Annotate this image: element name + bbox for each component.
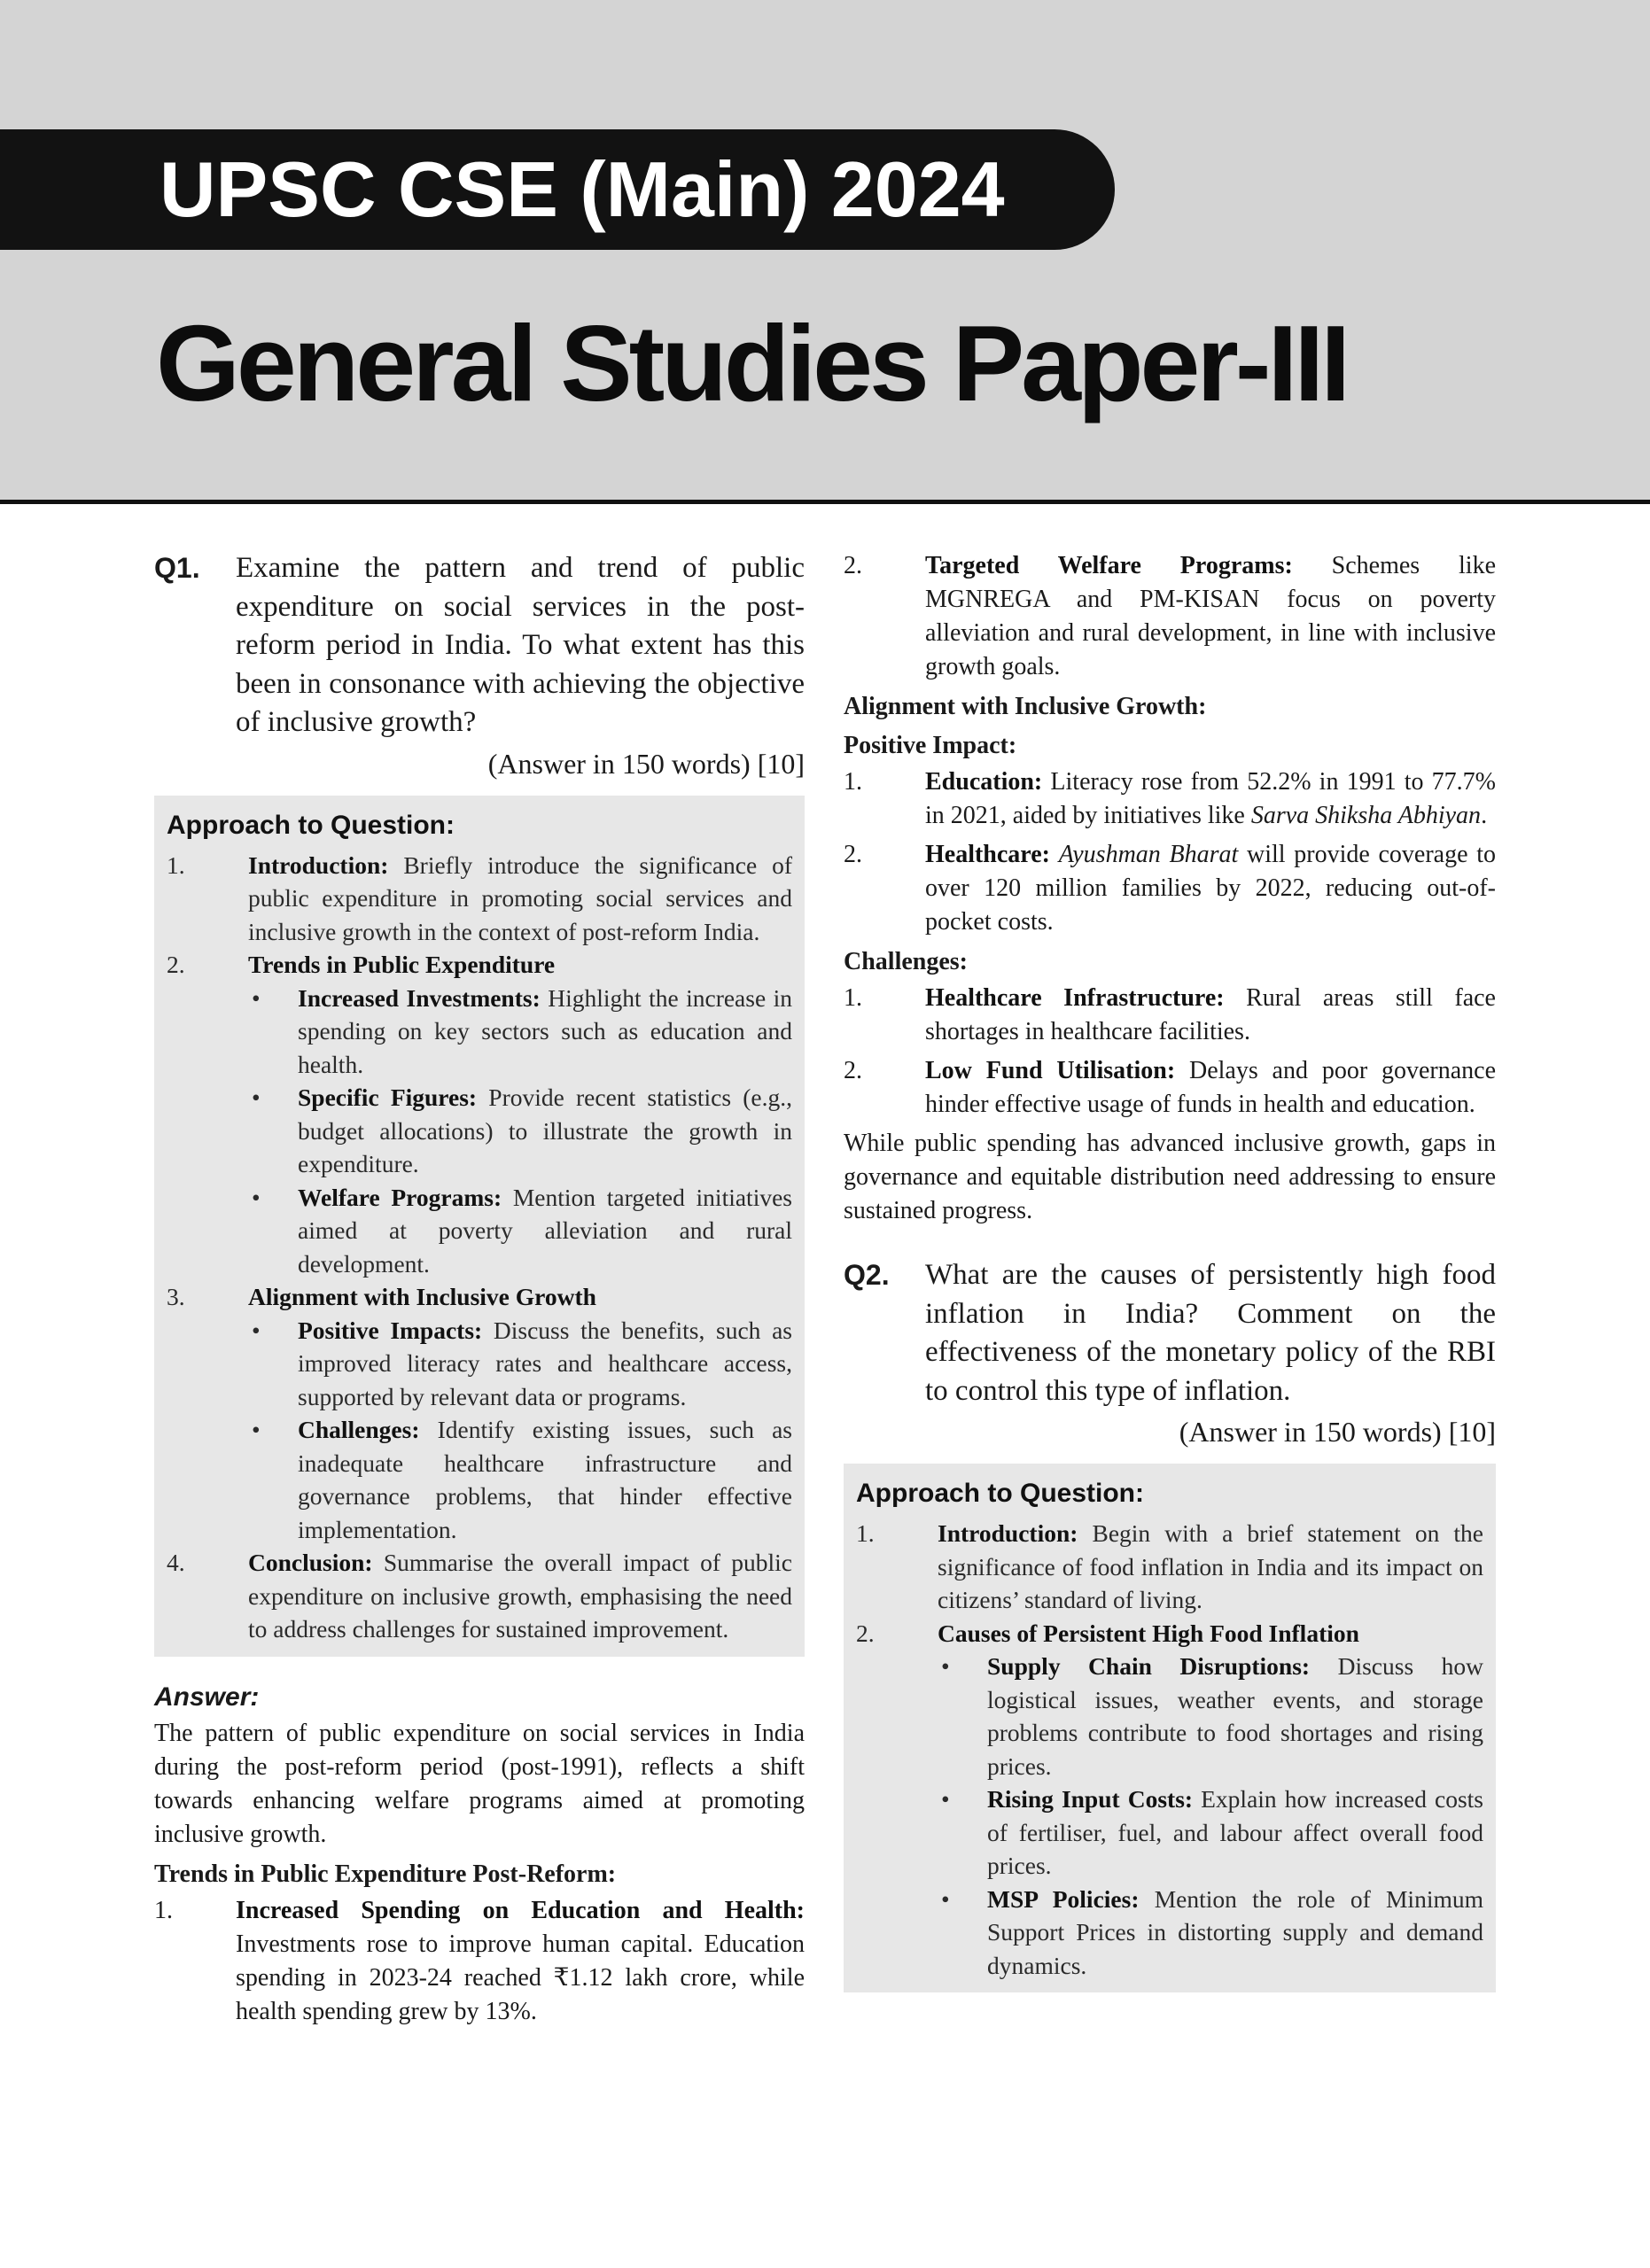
left-column: [154, 549, 805, 2034]
marks-note: (Answer in 150 words) [10]: [487, 747, 805, 780]
item-number: 2.: [844, 552, 862, 579]
bullet-icon: •: [252, 1416, 261, 1443]
bullet-body: [298, 1314, 792, 1414]
answer-intro: The pattern of public expenditure on social services in India during the post-reform period (post-1991), reflects a shift towards enhancing welfare programs aimed at promoting inclusive growth.: [154, 1719, 805, 1848]
question-text: Examine the pattern and trend of public expenditure on social services in the post-reform period in India. To what extent has this been in consonance with achieving the objective of inclusive growth?: [236, 552, 805, 738]
bullet-icon: •: [941, 1884, 950, 1913]
bullet-icon: •: [252, 1316, 261, 1344]
item-head: Healthcare:: [925, 841, 1050, 868]
item-head: Increased Spending on Education and Health:: [236, 1896, 805, 1924]
question-2: [844, 1256, 1496, 1410]
question-1: [154, 549, 805, 742]
bullet-body: [298, 1181, 792, 1281]
approach-title: Approach to Question:: [167, 810, 455, 840]
item-body: [248, 849, 792, 949]
answer-item: [844, 838, 1496, 939]
bullet-body: [298, 1081, 792, 1181]
bullet-body: [987, 1883, 1483, 1983]
item-text: will provide coverage to over 120 million families by 2022, reducing out-of-pocket costs.: [925, 841, 1496, 936]
bullet-text: Discuss how logistical issues, weather events, and storage problems contribute to food shortages and rising prices.: [987, 1652, 1484, 1780]
item-number: 1.: [844, 768, 862, 796]
answer-item: [844, 549, 1496, 684]
right-column: [844, 549, 1496, 2014]
question-number: Q1.: [154, 552, 200, 584]
item-number: 3.: [167, 1283, 185, 1310]
item-body: [938, 1617, 1483, 1983]
bullet-head: Challenges:: [298, 1416, 420, 1443]
approach-title: Approach to Question:: [856, 1479, 1144, 1508]
item-head: Education:: [925, 768, 1043, 796]
item-number: 2.: [844, 1057, 862, 1084]
question-number: Q2.: [844, 1259, 890, 1291]
approach-box: [154, 796, 805, 1657]
item-head: Introduction:: [248, 850, 389, 879]
marks-note: (Answer in 150 words) [10]: [1179, 1416, 1496, 1448]
approach-item: [167, 948, 792, 1280]
item-head: Alignment with Inclusive Growth: [248, 1283, 596, 1310]
item-body: [236, 1894, 805, 2029]
item-number: 4.: [167, 1549, 185, 1576]
item-body: [925, 982, 1496, 1049]
approach-item: [856, 1617, 1483, 1983]
bullet-text: Mention targeted initiatives aimed at poverty alleviation and rural development.: [298, 1183, 792, 1278]
paper-title: General Studies Paper-III: [156, 303, 1348, 423]
answer-item: [844, 982, 1496, 1049]
item-head: Introduction:: [938, 1519, 1078, 1547]
bullet-head: Welfare Programs:: [298, 1183, 502, 1211]
bullet-text: Provide recent statistics (e.g., budget allocations) to illustrate the growth in expenditure.: [298, 1084, 793, 1177]
bullet-icon: •: [941, 1785, 950, 1813]
item-body: [925, 765, 1496, 833]
bullet-text: Identify existing issues, such as inadequate healthcare infrastructure and governance problems, that hinder effective implementation.: [298, 1416, 792, 1543]
item-text: Begin with a brief statement on the significance of food inflation in India and its impact on citizens’ standard of living.: [938, 1519, 1483, 1613]
answer-item: [844, 765, 1496, 833]
exam-banner: [0, 129, 1115, 250]
bullet-text: Mention the role of Minimum Support Prices in distorting supply and demand dynamics.: [987, 1884, 1483, 1979]
bullet-head: Specific Figures:: [298, 1084, 478, 1111]
answer-item: [154, 1894, 805, 2029]
answer-item: [844, 1054, 1496, 1122]
bullet-head: Supply Chain Disruptions:: [987, 1652, 1311, 1680]
bullet-icon: •: [941, 1652, 950, 1680]
item-body: [248, 948, 792, 1280]
item-text: Literacy rose from 52.2% in 1991 to 77.7% in 2021, aided by initiatives like: [925, 768, 1496, 829]
bullet-text: Explain how increased costs of fertiliser, fuel, and labour affect overall food prices.: [987, 1785, 1483, 1879]
item-number: 2.: [856, 1619, 875, 1647]
bullet-item: [938, 1883, 1483, 1983]
item-text: Briefly introduce the significance of public expenditure in promoting social services and inclusive growth in the context of post-reform India.: [248, 850, 793, 945]
bullet-text: Highlight the increase in spending on key sectors such as education and health.: [298, 983, 793, 1078]
item-text: Delays and poor governance hinder effective usage of funds in health and education.: [925, 1057, 1496, 1118]
challenges-heading: Challenges:: [844, 948, 968, 975]
item-number: 1.: [844, 984, 862, 1012]
alignment-heading: Alignment with Inclusive Growth:: [844, 693, 1207, 720]
page-header: [0, 0, 1650, 504]
item-body: [248, 1280, 792, 1546]
exam-title: UPSC CSE (Main) 2024: [160, 145, 1005, 233]
item-head: Conclusion:: [248, 1549, 373, 1576]
item-text: Summarise the overall impact of public expenditure on inclusive growth, emphasising the need to address challenges for sustained improvement.: [248, 1549, 793, 1643]
bullet-item: [248, 1181, 792, 1281]
bullet-body: [298, 982, 792, 1082]
item-head: Trends in Public Expenditure: [248, 951, 556, 978]
answer-conclusion: While public spending has advanced inclusive growth, gaps in governance and equitable distribution need addressing to ensure sustained progress.: [844, 1130, 1496, 1224]
item-head: Healthcare Infrastructure:: [925, 984, 1225, 1012]
item-emphasis: Sarva Shiksha Abhiyan: [1250, 802, 1482, 829]
bullet-body: [987, 1783, 1483, 1883]
approach-item: [167, 1280, 792, 1546]
bullet-icon: •: [252, 1084, 261, 1111]
bullet-icon: •: [252, 983, 261, 1012]
bullet-head: Rising Input Costs:: [987, 1785, 1194, 1813]
bullet-text: Discuss the benefits, such as improved literacy rates and healthcare access, supported by relevant data or programs.: [298, 1316, 792, 1410]
bullet-body: [987, 1650, 1483, 1783]
item-number: 1.: [856, 1519, 875, 1547]
approach-item: [167, 1546, 792, 1646]
item-emphasis: Ayushman Bharat: [1058, 841, 1239, 868]
item-number: 1.: [154, 1896, 173, 1924]
bullet-item: [938, 1783, 1483, 1883]
item-text: Schemes like MGNREGA and PM-KISAN focus on poverty alleviation and rural development, in line with inclusive growth goals.: [925, 552, 1496, 680]
bullet-head: Increased Investments:: [298, 983, 541, 1012]
approach-item: [167, 849, 792, 949]
item-body: [248, 1546, 792, 1646]
bullet-item: [248, 1314, 792, 1414]
item-body: [925, 838, 1496, 939]
approach-item: [856, 1517, 1483, 1617]
item-number: 1.: [167, 850, 185, 879]
bullet-head: MSP Policies:: [987, 1884, 1140, 1913]
item-number: 2.: [167, 951, 185, 978]
bullet-item: [938, 1650, 1483, 1783]
item-body: [938, 1517, 1483, 1617]
bullet-body: [298, 1413, 792, 1546]
bullet-item: [248, 1081, 792, 1181]
item-head: Causes of Persistent High Food Inflation: [938, 1619, 1359, 1647]
approach-box: [844, 1464, 1496, 1992]
item-text: Rural areas still face shortages in healthcare facilities.: [925, 984, 1496, 1045]
item-number: 2.: [844, 841, 862, 868]
bullet-icon: •: [252, 1183, 261, 1211]
bullet-head: Positive Impacts:: [298, 1316, 483, 1344]
item-head: Targeted Welfare Programs:: [925, 552, 1293, 579]
answer-label: Answer:: [154, 1682, 260, 1712]
trends-heading: Trends in Public Expenditure Post-Reform:: [154, 1860, 617, 1888]
positive-heading: Positive Impact:: [844, 732, 1017, 759]
item-head: Low Fund Utilisation:: [925, 1057, 1176, 1084]
item-text: Investments rose to improve human capital. Education spending in 2023-24 reached ₹1.12 lakh crore, while health spending grew by 13%.: [236, 1930, 805, 2025]
question-text: What are the causes of persistently high food inflation in India? Comment on the effectiveness of the monetary policy of the RBI to control this type of inflation.: [925, 1259, 1496, 1407]
bullet-item: [248, 1413, 792, 1546]
item-text-end: .: [1481, 802, 1488, 829]
item-body: [925, 549, 1496, 684]
bullet-item: [248, 982, 792, 1082]
item-body: [925, 1054, 1496, 1122]
